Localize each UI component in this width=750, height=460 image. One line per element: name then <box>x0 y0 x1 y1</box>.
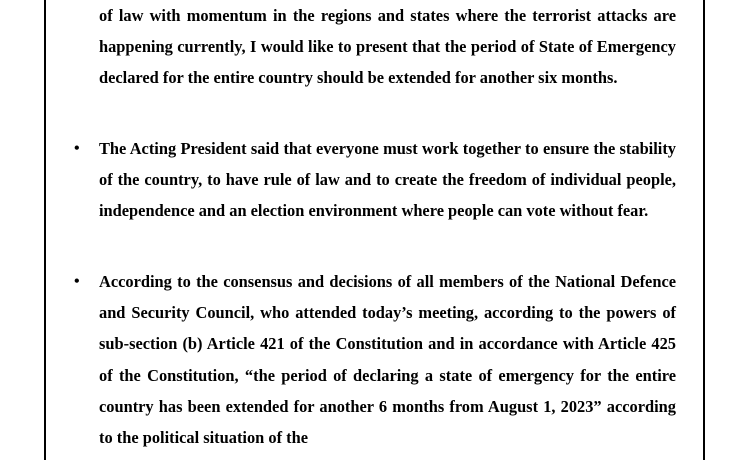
paragraph-acting-president: The Acting President said that everyone must work together to ensure the stability of the country, to have rule of law and to create the freedom of individual people, independence and an election environment where people can vote without fear. <box>99 139 676 221</box>
bullet-marker: • <box>74 140 80 157</box>
paragraph-council-decision: According to the consensus and decisions of all members of the National Defence and Security Council, who attended today’s meeting, according to the powers of sub-section (b) Article 421 of the Constitution and in accordance with Article 425 of the Constitution, “the period of declaring a state of emergency for the entire country has been extended for another 6 months from August 1, 2023” according to the political situation of the <box>99 272 676 448</box>
paragraph-continuation: of law with momentum in the regions and states where the terrorist attacks are happening currently, I would like to present that the period of State of Emergency declared for the entire country should be extended for another six months. <box>99 6 676 88</box>
bullet-marker: • <box>74 273 80 290</box>
